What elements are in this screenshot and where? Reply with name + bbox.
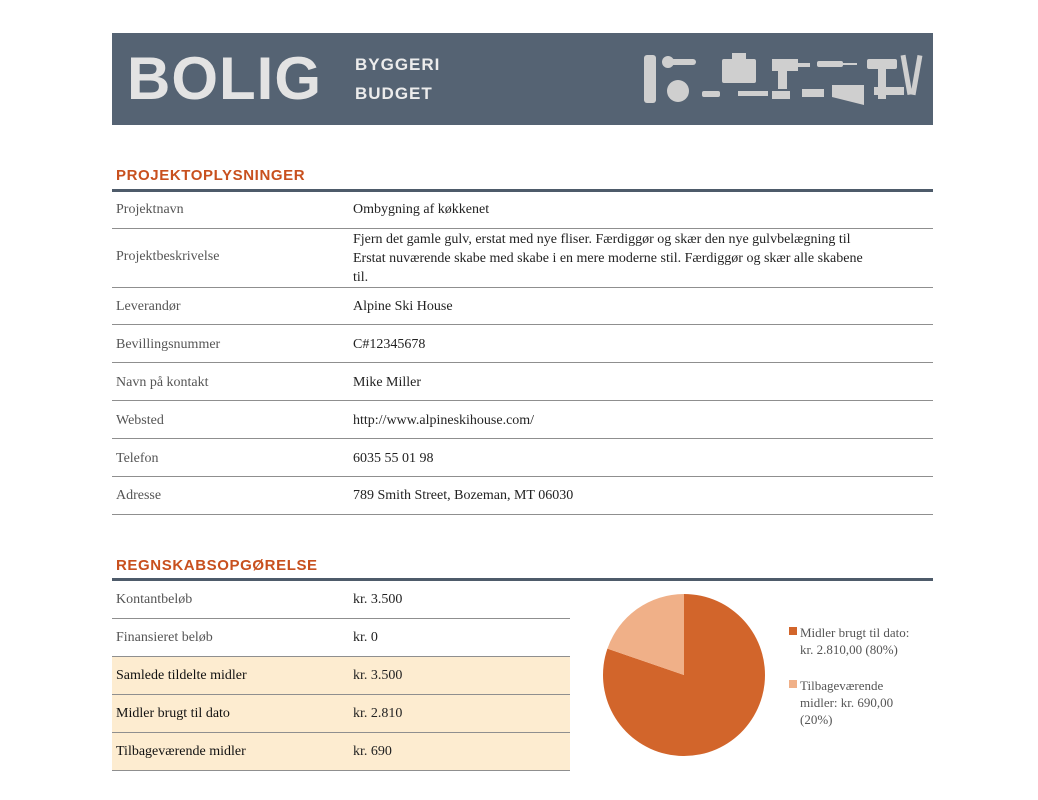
info-label: Navn på kontakt (116, 375, 209, 390)
finance-row-remaining (112, 733, 570, 771)
info-value: 6035 55 01 98 (353, 451, 434, 466)
finance-value: kr. 3.500 (353, 668, 403, 683)
finance-value: kr. 2.810 (353, 706, 403, 721)
finance-label: Midler brugt til dato (116, 706, 230, 721)
finance-row-financed (112, 619, 570, 657)
info-value: Ombygning af køkkenet (353, 202, 490, 217)
info-label: Projektnavn (116, 202, 184, 217)
legend-line: Tilbageværende (800, 678, 884, 693)
description-line: til. (353, 270, 369, 285)
info-row-contact (112, 363, 933, 401)
finance-label: Tilbageværende midler (116, 744, 246, 759)
legend-line: (20%) (800, 712, 833, 727)
info-label: Projektbeskrivelse (116, 249, 220, 264)
legend-line: Midler brugt til dato: (800, 625, 910, 640)
info-value-multiline (353, 230, 863, 287)
finance-row-total-allocated (112, 657, 570, 695)
info-value: Mike Miller (353, 375, 422, 390)
budget-pie-chart (602, 593, 766, 757)
legend-swatch (789, 627, 797, 635)
info-label: Bevillingsnummer (116, 337, 221, 352)
description-line: Erstat nuværende skabe med skabe i en mere moderne stil. Færdiggør og skær alle skabene (353, 251, 863, 266)
website-link[interactable]: http://www.alpineskihouse.com/ (353, 413, 535, 428)
finance-row-spent (112, 695, 570, 733)
construction-tools-icon (642, 45, 927, 115)
info-value: Alpine Ski House (353, 299, 453, 314)
finance-section-title: REGNSKABSOPGØRELSE (116, 557, 318, 574)
info-row-website (112, 401, 933, 439)
legend-swatch (789, 680, 797, 688)
header-subtitle-2: BUDGET (355, 84, 433, 103)
legend-item-spent (789, 624, 929, 664)
finance-label: Kontantbeløb (116, 592, 193, 607)
header-subtitle-1: BYGGERI (355, 55, 441, 74)
info-row-project-name (112, 192, 933, 229)
info-label: Leverandør (116, 299, 181, 314)
info-row-grant-number (112, 325, 933, 363)
finance-value: kr. 0 (353, 630, 378, 645)
header-banner (112, 33, 933, 125)
legend-line: kr. 2.810,00 (80%) (800, 642, 898, 657)
info-row-phone (112, 439, 933, 477)
finance-value: kr. 690 (353, 744, 392, 759)
legend-label (800, 624, 909, 658)
finance-row-cash (112, 581, 570, 619)
info-row-supplier (112, 288, 933, 325)
legend-line: midler: kr. 690,00 (800, 695, 894, 710)
finance-label: Samlede tildelte midler (116, 668, 247, 683)
info-label: Websted (116, 413, 164, 428)
info-value: 789 Smith Street, Bozeman, MT 06030 (353, 488, 574, 503)
description-line: Fjern det gamle gulv, erstat med nye fliser. Færdiggør og skær den nye gulvbelægning til (353, 232, 851, 247)
info-value: C#12345678 (353, 337, 426, 352)
legend-item-remaining (789, 677, 929, 732)
info-row-description (112, 229, 933, 288)
info-row-address (112, 477, 933, 515)
info-label: Telefon (116, 451, 159, 466)
finance-label: Finansieret beløb (116, 630, 213, 645)
info-label: Adresse (116, 488, 162, 503)
legend-label (800, 677, 893, 728)
header-title: BOLIG (127, 45, 322, 112)
finance-value: kr. 3.500 (353, 592, 403, 607)
project-section-title: PROJEKTOPLYSNINGER (116, 167, 306, 184)
